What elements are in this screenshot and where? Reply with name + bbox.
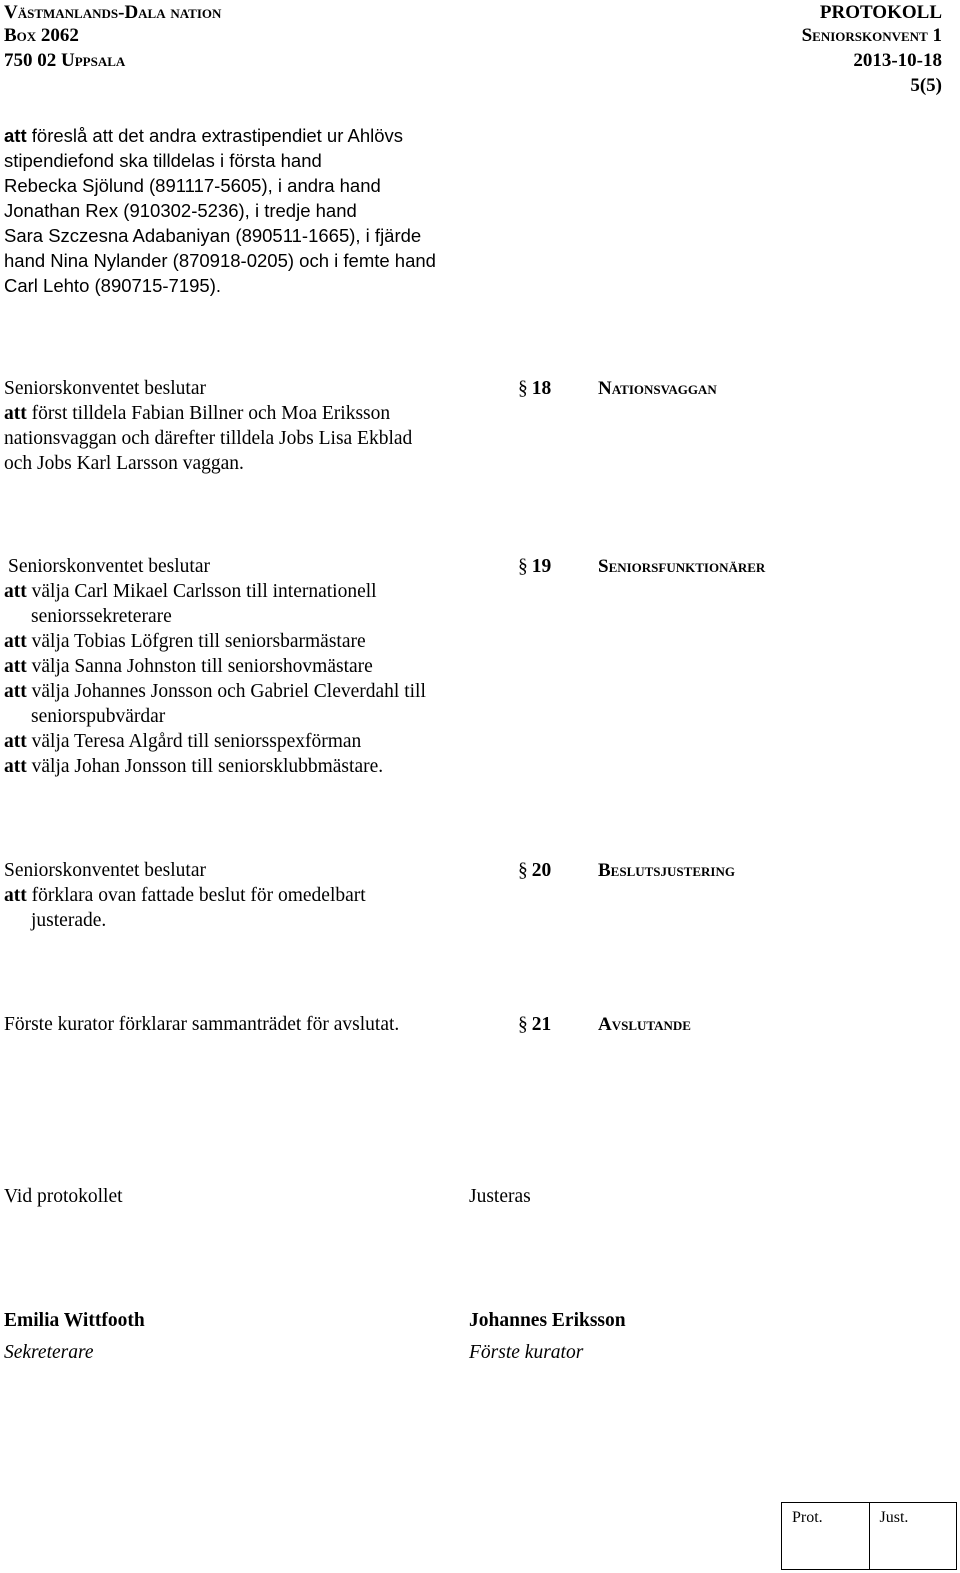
section-18-title: Nationsvaggan xyxy=(598,378,717,399)
intro-line: Sara Szczesna Adabaniyan (890511-1665), i fjärde xyxy=(4,225,422,246)
meeting-name: Seniorskonvent 1 xyxy=(801,25,942,46)
section-19-title: Seniorsfunktionärer xyxy=(598,556,766,577)
signature-left-name: Emilia Wittfooth xyxy=(4,1310,145,1331)
decision-line-continued: seniorspubvärdar xyxy=(31,706,166,727)
section-lead: Seniorskonventet beslutar xyxy=(8,556,210,577)
intro-line: Jonathan Rex (910302-5236), i tredje hand xyxy=(4,200,357,221)
section-18-number: § 18 xyxy=(518,378,552,399)
decision-line: att välja Tobias Löfgren till seniorsbarmästare xyxy=(4,631,366,652)
decision-line: att välja Johan Jonsson till seniorsklubbmästare. xyxy=(4,756,384,777)
intro-line: hand Nina Nylander (870918-0205) och i femte hand xyxy=(4,250,436,271)
page-number: 5(5) xyxy=(910,75,942,96)
section-lead: Förste kurator förklarar sammanträdet för avslutat. xyxy=(4,1014,400,1035)
intro-line: stipendiefond ska tilldelas i första hand xyxy=(4,150,322,171)
document-type: PROTOKOLL xyxy=(819,2,942,23)
section-20-number: § 20 xyxy=(518,860,552,881)
section-18-body xyxy=(4,376,412,476)
section-21-number: § 21 xyxy=(518,1014,552,1035)
prot-initials-box: Prot. xyxy=(792,1509,823,1526)
section-19-body xyxy=(4,554,426,779)
intro-line: Carl Lehto (890715-7195). xyxy=(4,275,222,296)
postal-address: 750 02 Uppsala xyxy=(4,50,126,71)
decision-line: att välja Johannes Jonsson och Gabriel Cleverdahl till xyxy=(4,681,426,702)
section-20-body xyxy=(4,858,366,933)
section-21-title: Avslutande xyxy=(598,1014,691,1035)
section-21-body xyxy=(4,1012,399,1037)
intro-paragraph xyxy=(4,123,436,298)
decision-line: och Jobs Karl Larsson vaggan. xyxy=(4,453,244,474)
decision-line: nationsvaggan och därefter tilldela Jobs Lisa Ekblad xyxy=(4,428,413,449)
just-initials-box: Just. xyxy=(869,1503,957,1569)
section-19-number: § 19 xyxy=(518,556,552,577)
postbox: Box 2062 xyxy=(4,25,79,46)
decision-line-continued: seniorssekreterare xyxy=(31,606,172,627)
initials-boxes xyxy=(781,1502,957,1570)
section-20-title: Beslutsjustering xyxy=(598,860,735,881)
signature-left-role: Sekreterare xyxy=(4,1342,94,1363)
decision-line: att förklara ovan fattade beslut för omedelbart xyxy=(4,885,366,906)
section-lead: Seniorskonventet beslutar xyxy=(4,378,206,399)
intro-line: Rebecka Sjölund (891117-5605), i andra hand xyxy=(4,175,381,196)
decision-line: att välja Sanna Johnston till seniorshovmästare xyxy=(4,656,373,677)
meeting-date: 2013-10-18 xyxy=(853,50,942,71)
org-name: Västmanlands-Dala nation xyxy=(4,2,222,23)
signature-right-name: Johannes Eriksson xyxy=(469,1310,626,1331)
signature-right-caption: Justeras xyxy=(469,1186,531,1207)
att-keyword: att xyxy=(4,125,27,146)
decision-line: att först tilldela Fabian Billner och Moa Eriksson xyxy=(4,403,391,424)
decision-line: att välja Teresa Algård till seniorsspexförman xyxy=(4,731,362,752)
signature-right-role: Förste kurator xyxy=(469,1342,584,1363)
intro-line: att föreslå att det andra extrastipendiet ur Ahlövs xyxy=(4,125,404,146)
signature-left-caption: Vid protokollet xyxy=(4,1186,123,1207)
decision-line: att välja Carl Mikael Carlsson till internationell xyxy=(4,581,377,602)
decision-line-continued: justerade. xyxy=(31,910,107,931)
section-lead: Seniorskonventet beslutar xyxy=(4,860,206,881)
